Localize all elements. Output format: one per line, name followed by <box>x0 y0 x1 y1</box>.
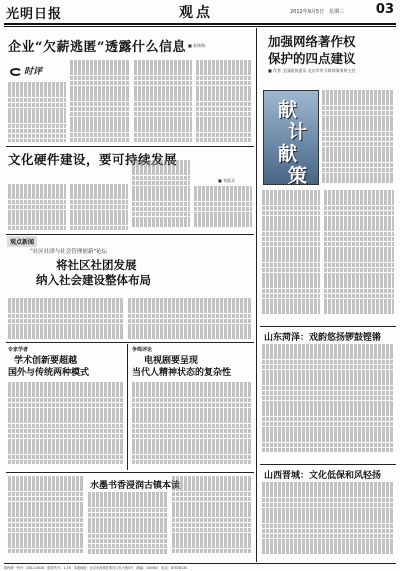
top-headline: 企业“欠薪逃匿”透露什么信息 <box>8 40 186 55</box>
culture-byline: ■ 刘莫众 <box>218 178 236 183</box>
section-rule <box>6 472 254 473</box>
news-headline-2: 纳入社会建设整体布局 <box>36 273 151 287</box>
mid-left-headline-2: 国外与传统两种模式 <box>8 368 90 378</box>
mid-right-headline-2: 当代人精神状态的复杂性 <box>132 368 232 378</box>
mid-left-text <box>8 382 124 470</box>
right-headline-2: 保护的四点建议 <box>268 51 356 66</box>
right-headline-1: 加强网络著作权 <box>268 34 356 49</box>
top-text-col1 <box>8 82 66 142</box>
culture-headline: 文化硬件建设，要可持续发展 <box>8 152 178 167</box>
swirl-icon <box>10 68 22 76</box>
mid-right-tag: 争鸣评论 <box>132 347 153 353</box>
culture-text-col1 <box>8 184 66 232</box>
right-text-3 <box>324 190 394 320</box>
mid-right-headline-1: 电视剧要呈现 <box>144 356 199 366</box>
xianji-char-2: 计 <box>288 121 308 143</box>
right-section2-text <box>262 482 394 562</box>
issue-date: 2012年9月5日 星期三 <box>290 9 345 15</box>
right-text-2 <box>262 190 320 320</box>
bottom-text-left <box>8 476 84 562</box>
section-rule <box>6 342 254 343</box>
top-text-col4 <box>196 60 252 142</box>
section-name: 观点 <box>179 5 213 21</box>
right-text-1 <box>322 90 394 190</box>
top-byline: ■ 朱坤海 <box>188 43 206 48</box>
mid-right-text <box>132 382 252 470</box>
masthead <box>4 2 396 22</box>
news-kicker: “社区社团与社会管理创新”论坛 <box>30 249 108 255</box>
bottom-text-mid <box>88 492 168 562</box>
xianji-char-4: 策 <box>288 165 308 185</box>
top-text-col3 <box>134 60 192 142</box>
column-divider <box>256 28 257 562</box>
news-text-left <box>8 298 123 340</box>
xianji-image <box>263 90 319 185</box>
section-rule <box>6 234 254 235</box>
community-news <box>4 236 248 296</box>
news-tag: 观点新闻 <box>7 236 37 247</box>
news-headline-1: 将社区社团发展 <box>56 258 137 272</box>
top-text-col2 <box>70 60 130 142</box>
footer: 国内统一刊号：CN11-0026 邮发代号：1-16 本报地址：北京市西城区珠市口东大街5号 邮编：100062 电话：67078130 <box>4 563 396 570</box>
culture-text-col2 <box>70 184 128 232</box>
right-section2-title: 山西晋城：文化低保和风轻扬 <box>264 471 382 481</box>
bottom-text-right <box>172 476 252 562</box>
shiping-label: 时评 <box>24 67 43 77</box>
culture-text-col4 <box>194 186 252 232</box>
shiping-logo <box>10 64 58 78</box>
page-number: 03 <box>375 2 394 17</box>
mid-left-tag: 专家学者 <box>8 347 29 353</box>
right-rule <box>260 326 396 327</box>
xianji-char-3: 献 <box>278 143 298 165</box>
right-rule <box>260 464 396 465</box>
masthead-rule <box>4 23 396 25</box>
xianji-char-1: 献 <box>278 99 298 121</box>
culture-text-col3 <box>132 160 190 232</box>
section-rule <box>6 146 254 147</box>
news-text-right <box>128 298 252 340</box>
paper-name: 光明日报 <box>6 7 63 22</box>
bottom-headline: 水墨书香浸润古镇本读 <box>90 481 181 491</box>
mid-divider <box>127 344 128 470</box>
right-section1-text <box>262 344 394 462</box>
right-section1-title: 山东菏泽：戏韵悠扬锣鼓铿锵 <box>264 333 382 343</box>
right-byline: ■ 作者 全国政协委员 北京市华卫律师事务所主任 <box>268 68 356 73</box>
masthead-rule-thin <box>4 26 396 27</box>
mid-left-headline-1: 学术创新要超越 <box>14 356 78 366</box>
